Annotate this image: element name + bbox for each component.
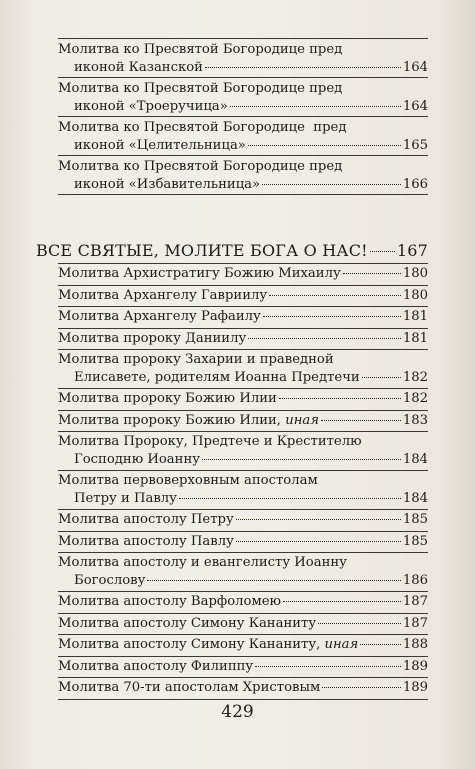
toc-rule <box>58 531 428 532</box>
toc-entry <box>58 390 428 408</box>
toc-entry-title: Молитва апостолу Симону Кананиту, <box>58 637 321 652</box>
toc-page-number: 180 <box>402 266 428 281</box>
toc-entry-title: Молитва апостолу Филиппу <box>58 658 254 674</box>
toc-entry <box>58 351 428 386</box>
leader-dots <box>202 459 401 460</box>
toc-page-number: 186 <box>402 572 428 588</box>
toc-rule <box>58 155 428 156</box>
toc-entry-line2: Господню Иоанну <box>74 451 201 467</box>
toc-page-number: 184 <box>402 451 428 467</box>
toc-entry <box>58 615 428 633</box>
toc-rule <box>58 194 428 195</box>
toc-entry <box>58 119 428 154</box>
leader-dots <box>205 67 401 68</box>
toc-entry-title: Молитва пророку Божию Илии, <box>58 412 282 428</box>
toc-entry-title: Молитва Архангелу Гавриилу <box>58 287 268 303</box>
toc-entry <box>58 658 428 676</box>
toc-rule <box>58 77 428 78</box>
toc-entry-title: Молитва апостолу Петру <box>58 512 234 527</box>
toc-entry <box>58 330 428 348</box>
toc-entry-title: Молитва апостолу Симону Кананиту <box>58 615 317 631</box>
toc-rule <box>58 613 428 614</box>
toc-entry-line2: иконой «Избавительница» <box>74 176 261 192</box>
toc-rule <box>58 677 428 678</box>
leader-dots <box>248 338 401 339</box>
leader-dots <box>255 666 401 667</box>
leader-dots <box>269 295 401 296</box>
toc-rule <box>58 509 428 510</box>
toc-page-number: 181 <box>402 309 428 324</box>
toc-rule <box>58 699 428 700</box>
toc-entry <box>58 433 428 468</box>
section-title: ВСЕ СВЯТЫЕ, МОЛИТЕ БОГА О НАС! <box>36 241 368 260</box>
leader-dots <box>179 498 401 499</box>
toc-entry-line2: Елисавете, родителям Иоанна Предтечи <box>74 369 360 385</box>
leader-dots <box>362 377 401 378</box>
toc-entry-line2: иконой «Целительница» <box>74 137 246 153</box>
toc-page-number: 182 <box>402 391 428 406</box>
toc-entry-title: Молитва пророку Даниилу <box>58 330 247 346</box>
toc-entry <box>58 265 428 283</box>
leader-dots <box>321 420 401 421</box>
toc-page-number: 187 <box>402 594 428 609</box>
toc-rule <box>58 656 428 657</box>
toc-page-number: 188 <box>402 637 428 652</box>
toc-entry <box>58 41 428 76</box>
toc-page-number: 165 <box>402 137 428 153</box>
toc-entry-line2: Богослову <box>74 572 146 588</box>
toc-rule <box>58 552 428 553</box>
leader-dots <box>322 687 401 688</box>
leader-dots <box>263 316 401 317</box>
toc-page-number: 185 <box>402 512 428 527</box>
toc-entry-line2: иконой «Троеручица» <box>74 98 228 114</box>
leader-dots <box>360 644 401 645</box>
toc-rule <box>58 634 428 635</box>
toc-rule <box>58 116 428 117</box>
leader-dots <box>147 580 400 581</box>
toc-page-number: 185 <box>402 533 428 549</box>
leader-dots <box>343 273 401 274</box>
toc-entry-line1: Молитва ко Пресвятой Богородице пред <box>58 81 343 96</box>
toc-entry <box>58 308 428 326</box>
toc-entry <box>58 679 428 697</box>
toc-rule <box>58 38 428 39</box>
toc-entry-title: Молитва апостолу Павлу <box>58 533 234 549</box>
leader-dots <box>236 541 401 542</box>
leader-dots <box>236 519 401 520</box>
toc-entry-title: Молитва Архангелу Рафаилу <box>58 309 261 324</box>
toc-entry-title: Молитва пророку Божию Илии <box>58 391 277 406</box>
toc-rule <box>58 306 428 307</box>
section-page-number: 167 <box>396 241 428 260</box>
toc-page-number: 189 <box>402 658 428 674</box>
toc-entry <box>58 636 428 654</box>
toc-entry <box>58 158 428 193</box>
toc-rule <box>58 285 428 286</box>
toc-entry-variant: иная <box>324 637 359 652</box>
toc-entry-variant: иная <box>285 412 319 428</box>
toc-rule <box>58 410 428 411</box>
toc-entry-line1: Молитва первоверховным апостолам <box>58 473 318 488</box>
toc-page-number: 182 <box>402 369 428 385</box>
toc-page-number: 184 <box>402 490 428 506</box>
toc-page-number: 181 <box>402 330 428 346</box>
toc-page-number: 166 <box>402 176 428 192</box>
toc-entry <box>58 533 428 551</box>
toc-rule <box>58 388 428 389</box>
toc-rule <box>58 263 428 264</box>
toc-entry <box>58 554 428 589</box>
toc-entry <box>58 412 428 430</box>
leader-dots <box>283 601 401 602</box>
section-heading <box>36 241 428 260</box>
toc-entry-title: Молитва 70-ти апостолам Христовым <box>58 680 321 695</box>
leader-dots <box>230 106 401 107</box>
leader-dots <box>370 251 395 252</box>
toc-page-number: 164 <box>402 59 428 75</box>
toc-page-number: 180 <box>402 287 428 303</box>
toc-rule <box>58 470 428 471</box>
toc-entry-line1: Молитва пророку Захарии и праведной <box>58 352 334 367</box>
toc-entry <box>58 511 428 529</box>
toc-entry-line1: Молитва ко Пресвятой Богородице пред <box>58 42 343 57</box>
leader-dots <box>318 623 401 624</box>
toc-rule <box>58 349 428 350</box>
toc-page-number: 183 <box>402 412 428 428</box>
toc-entry-line1: Молитва Пророку, Предтече и Крестителю <box>58 434 362 449</box>
leader-dots <box>279 398 401 399</box>
toc-entry-line2: иконой Казанской <box>74 59 203 75</box>
toc-entry <box>58 593 428 611</box>
toc-entry <box>58 80 428 115</box>
page-number: 429 <box>221 702 254 722</box>
leader-dots <box>262 184 401 185</box>
toc-page-number: 187 <box>402 615 428 631</box>
toc-page-number: 189 <box>402 680 428 695</box>
toc-rule <box>58 591 428 592</box>
toc-rule <box>58 328 428 329</box>
leader-dots <box>248 145 401 146</box>
toc-entry <box>58 472 428 507</box>
toc-entry-line1: Молитва ко Пресвятой Богородице пред <box>58 120 347 135</box>
toc-entry-title: Молитва апостолу Варфоломею <box>58 594 282 609</box>
toc-entry-line1: Молитва апостолу и евангелисту Иоанну <box>58 555 347 570</box>
toc-entry-line1: Молитва ко Пресвятой Богородице пред <box>58 159 343 174</box>
toc-rule <box>58 431 428 432</box>
toc-entry <box>58 287 428 305</box>
toc-entry-title: Молитва Архистратигу Божию Михаилу <box>58 266 341 281</box>
toc-page-number: 164 <box>402 98 428 114</box>
toc-entry-line2: Петру и Павлу <box>74 490 177 506</box>
